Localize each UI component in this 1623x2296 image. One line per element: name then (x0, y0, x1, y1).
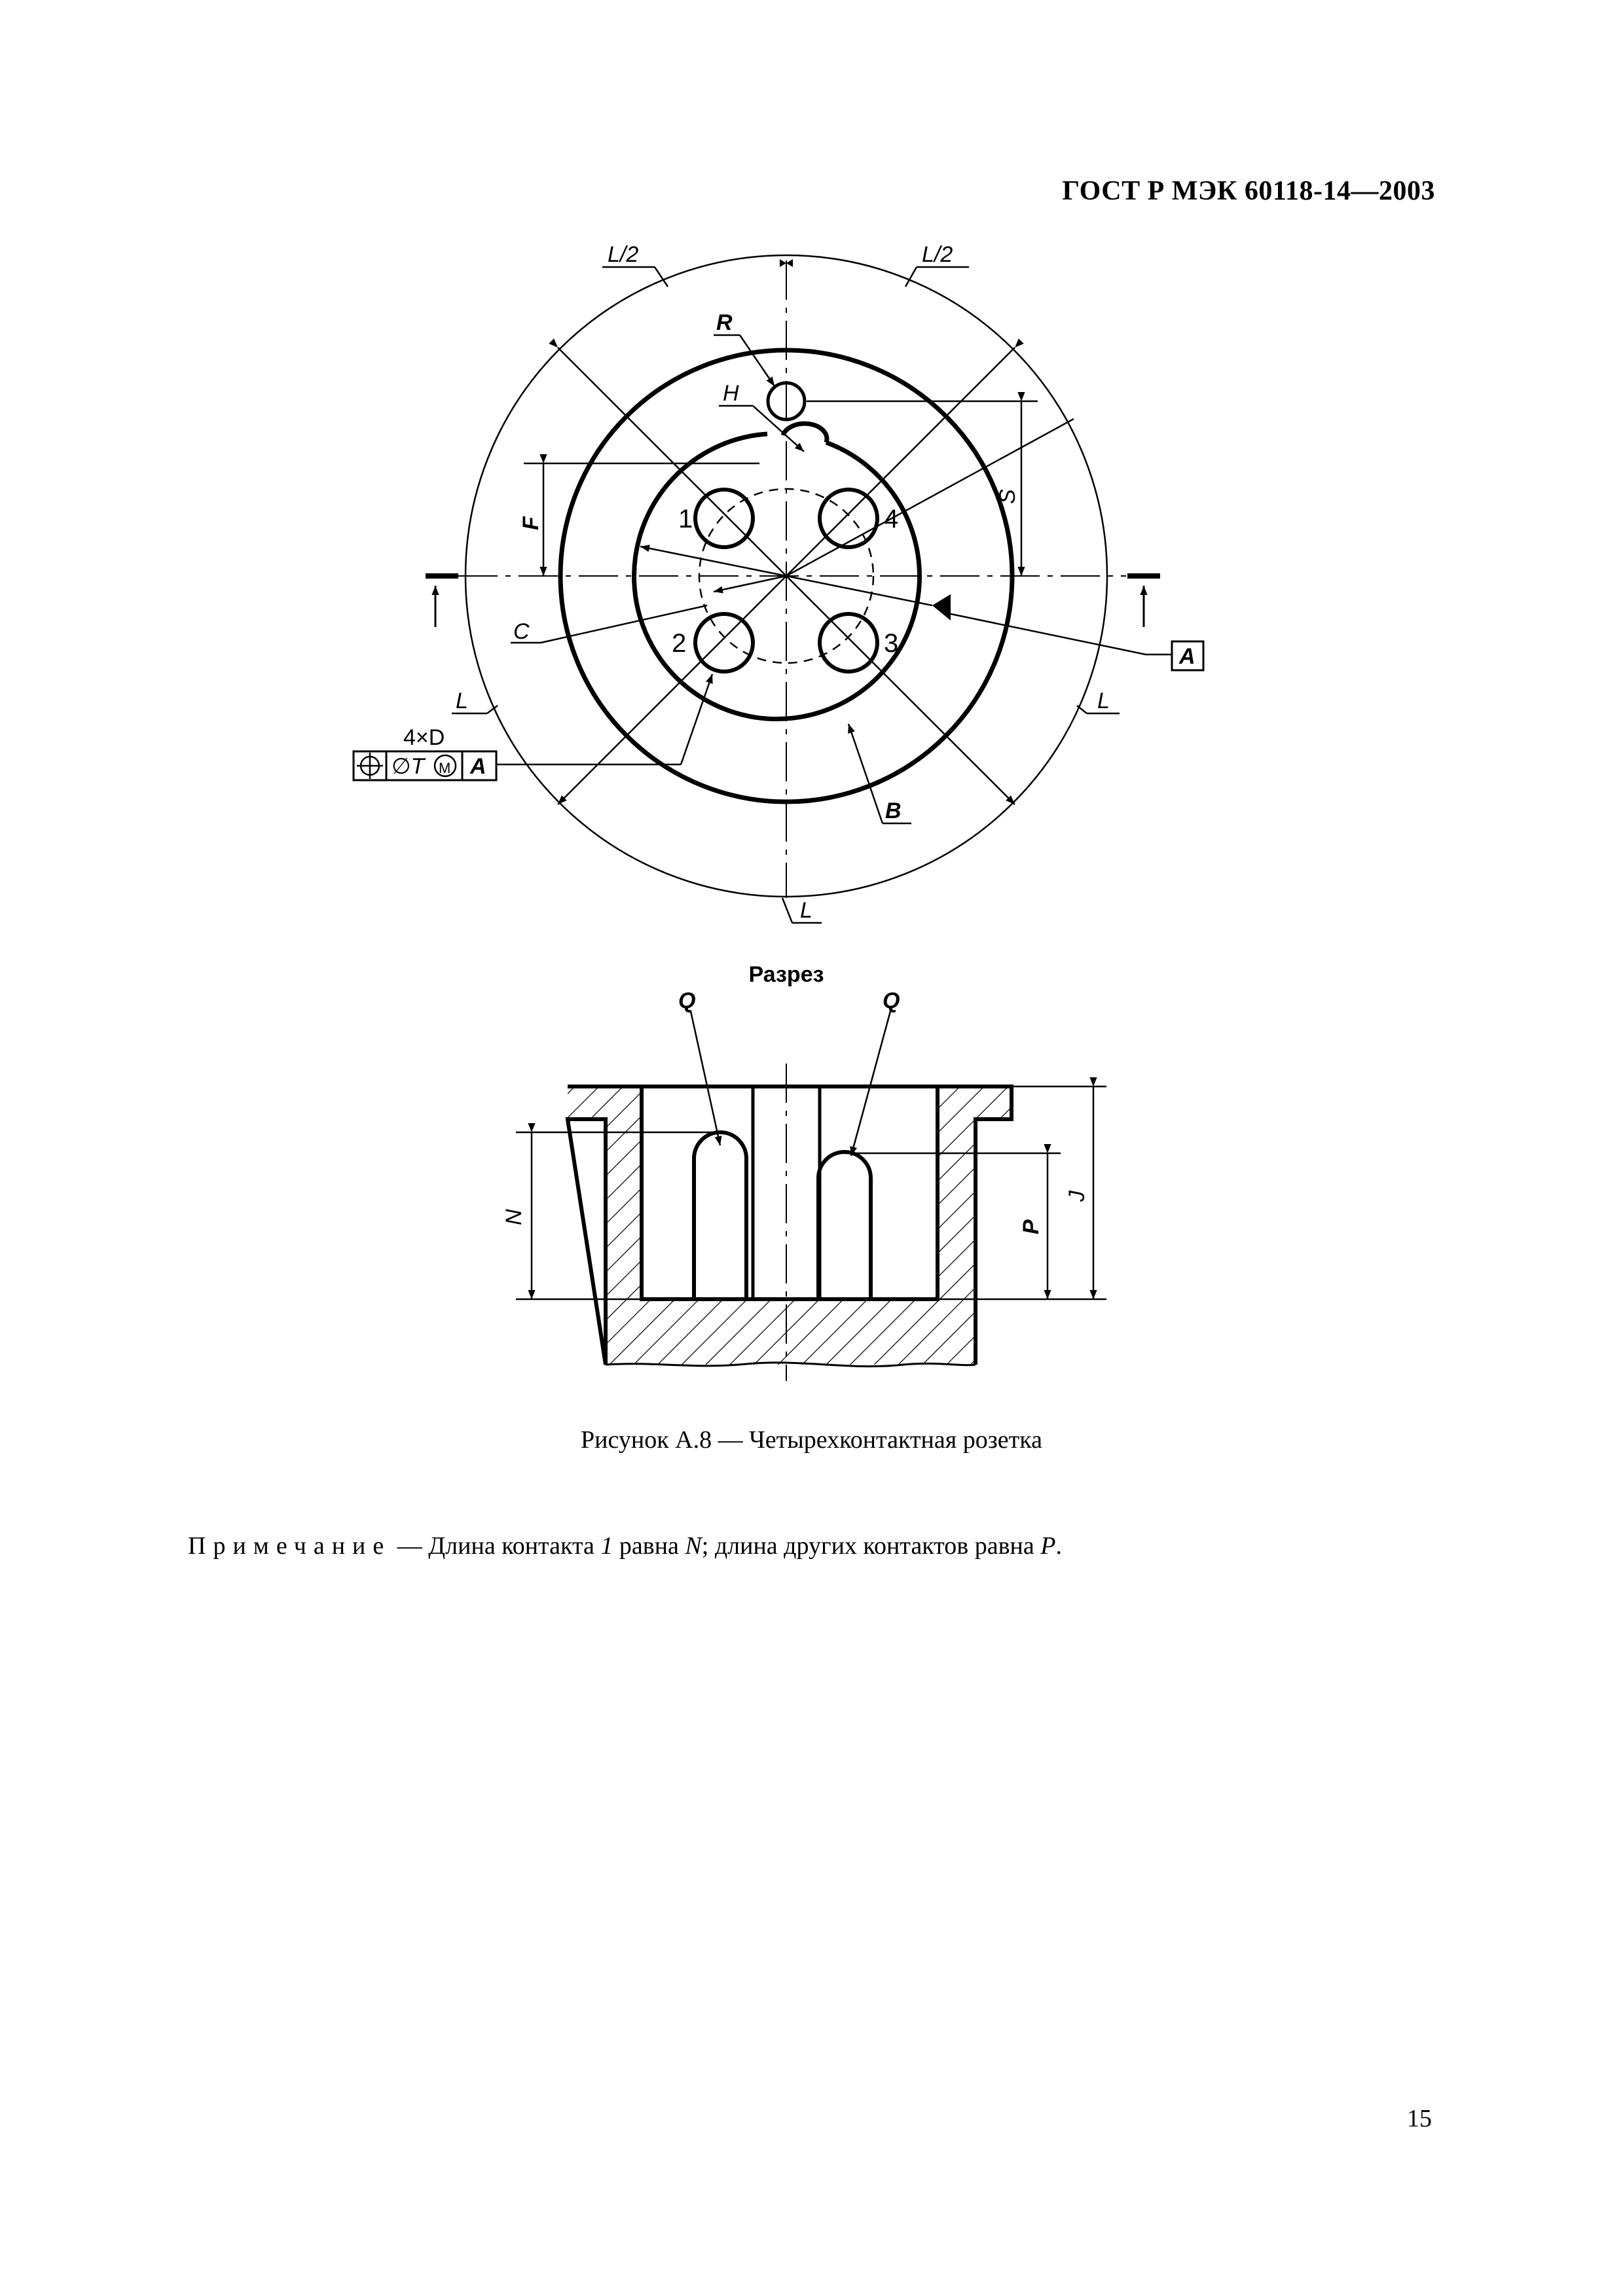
note-text-1: — Длина контакта (391, 1532, 601, 1560)
label-contact-1: 1 (678, 505, 693, 533)
label-r: R (716, 310, 733, 335)
label-l-bottom: L (800, 898, 812, 923)
label-datum-a: A (1179, 644, 1195, 669)
label-4xd: 4×D (403, 725, 445, 750)
label-s: S (995, 489, 1020, 504)
contact-hole-2 (695, 614, 753, 672)
section-view (516, 1011, 1106, 1381)
label-l-half-right: L/2 (922, 242, 953, 267)
label-q-right: Q (883, 988, 900, 1013)
datum-triangle (932, 594, 951, 620)
label-p: P (1019, 1219, 1044, 1234)
section-title: Разрез (748, 962, 824, 987)
tolerance-modifier: M (439, 760, 451, 776)
label-contact-4: 4 (884, 505, 899, 533)
page-number: 15 (1407, 2105, 1432, 2132)
label-n: N (501, 1209, 526, 1225)
figure-caption: Рисунок А.8 — Четырехконтактная розетка (581, 1426, 1042, 1454)
document-header: ГОСТ Р МЭК 60118-14—2003 (1062, 176, 1435, 206)
label-h: H (723, 381, 739, 406)
note-contact: 1 (600, 1532, 613, 1560)
note-text-2: равна (613, 1532, 685, 1560)
plan-view (354, 255, 1203, 923)
label-b: B (885, 798, 902, 823)
note-p: P (1040, 1532, 1056, 1560)
label-contact-2: 2 (672, 629, 687, 658)
note-text-3: ; длина других контактов равна (701, 1532, 1041, 1560)
label-l-right: L (1097, 689, 1110, 713)
label-c: C (513, 619, 530, 644)
label-f: F (519, 516, 543, 530)
contact-hole-1 (695, 490, 753, 547)
note-text-4: . (1055, 1532, 1062, 1560)
contact-hole-3 (820, 614, 877, 672)
tolerance-datum: A (470, 754, 486, 779)
tolerance-value: ∅T (392, 754, 425, 779)
note (188, 1532, 1062, 1560)
label-j: J (1065, 1191, 1089, 1202)
label-contact-3: 3 (884, 629, 899, 658)
label-q-left: Q (678, 988, 696, 1013)
label-l-left: L (456, 689, 468, 713)
label-l-half-left: L/2 (608, 242, 639, 267)
contact-hole-4 (820, 490, 877, 547)
note-n: N (685, 1532, 702, 1560)
note-lead: Примечание (188, 1532, 392, 1560)
